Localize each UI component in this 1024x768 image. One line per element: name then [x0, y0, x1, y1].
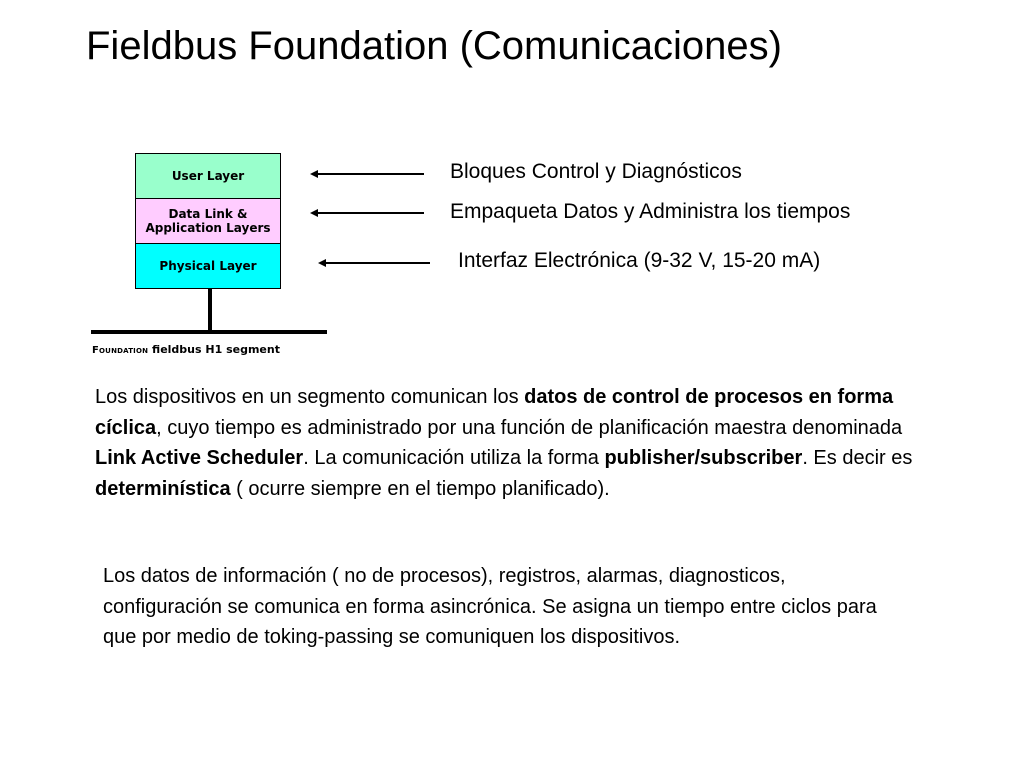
arrow-left-icon [310, 170, 424, 178]
annotation-data-link-layer: Empaqueta Datos y Administra los tiempos [450, 200, 851, 223]
data-link-layer-box [135, 198, 281, 244]
slide-title: Fieldbus Foundation (Comunicaciones) [86, 24, 782, 68]
arrow-left-icon [310, 209, 424, 217]
segment-bus-line [91, 330, 327, 334]
paragraph1-text-2: , cuyo tiempo es administrado por una función de planificación maestra denominada [156, 416, 903, 439]
physical-layer-box [135, 243, 281, 289]
physical-layer-label: Physical Layer [159, 259, 257, 273]
user-layer-label: User Layer [171, 169, 245, 183]
paragraph1-text-1: Los dispositivos en un segmento comunican los [95, 386, 525, 408]
paragraph1-bold-1: datos de control de procesos en forma cíclica [95, 386, 894, 439]
segment-caption [92, 343, 280, 358]
paragraph1-bold-2: Link Active Scheduler [95, 447, 304, 469]
paragraph1-text-3: . La comunicación utiliza la forma [303, 447, 605, 469]
segment-drop-line [208, 288, 212, 332]
paragraph1-text-4: . Es decir es [802, 447, 913, 469]
user-layer-box [135, 153, 281, 199]
paragraph1-bold-3: publisher/subscriber [604, 447, 803, 469]
annotation-user-layer: Bloques Control y Diagnósticos [450, 160, 742, 183]
annotation-physical-layer: Interfaz Electrónica (9-32 V, 15-20 mA) [458, 249, 821, 272]
arrow-left-icon [318, 259, 430, 267]
data-link-layer-label-line1: Data Link & [168, 207, 248, 221]
paragraph1-bold-4: determinística [95, 477, 231, 500]
data-link-layer-label-line2: Application Layers [145, 221, 271, 235]
paragraph1-text-5: ( ocurre siempre en el tiempo planificado). [230, 477, 610, 500]
segment-text: fieldbus H1 segment [152, 343, 280, 356]
segment-brand: Foundation [92, 345, 149, 356]
paragraph-cyclic-communication [95, 382, 945, 504]
paragraph-async-communication: Los datos de información ( no de procesos), registros, alarmas, diagnosticos, configuración se comunica en forma asincrónica. Se asigna un tiempo entre ciclos para que por medio de toking-passing se comuniquen los dispositivos. [103, 565, 877, 648]
